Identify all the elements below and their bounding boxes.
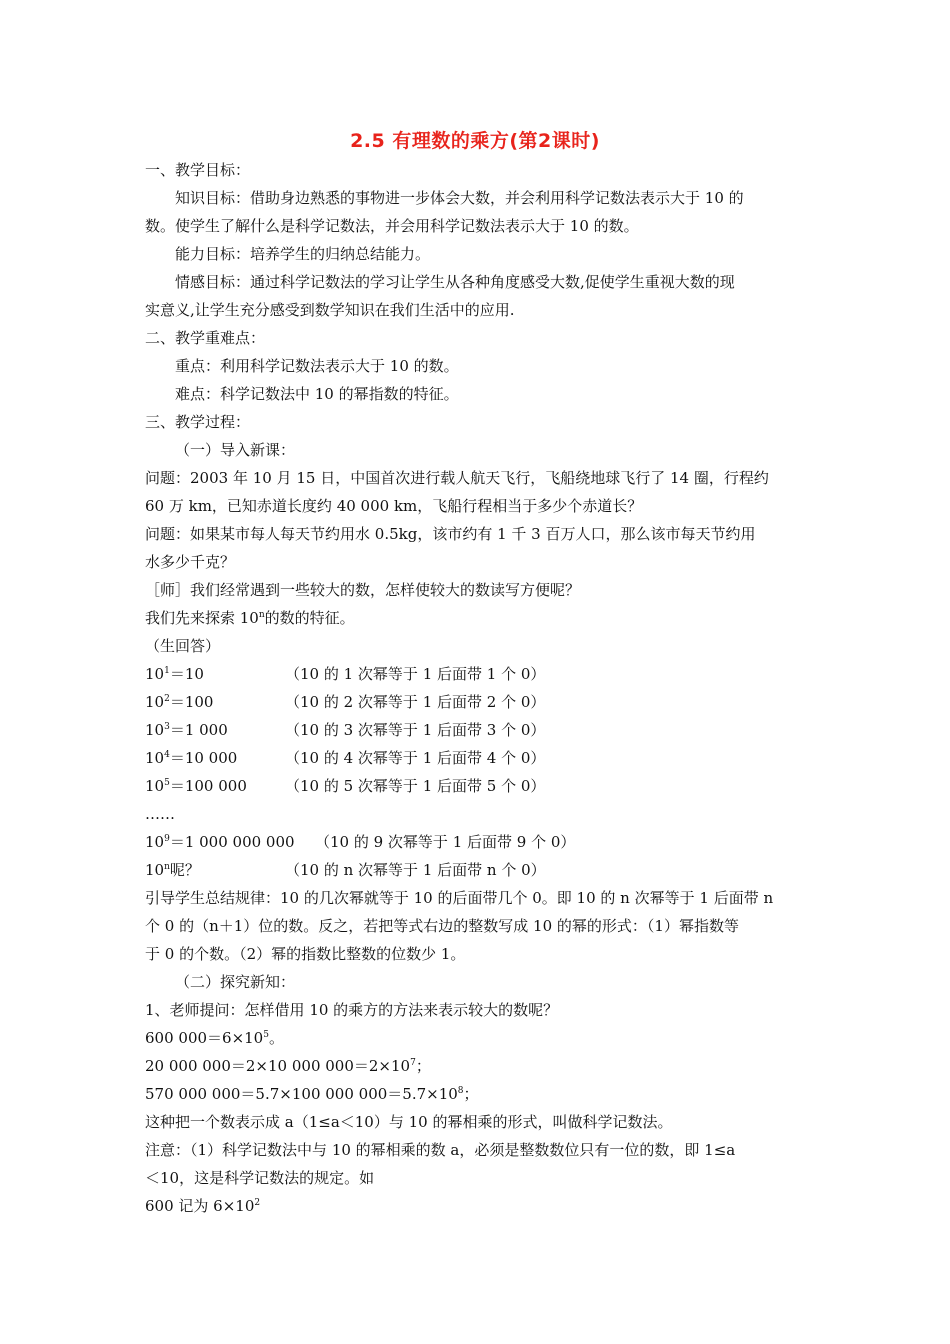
note-1-cont: ＜10，这是科学记数法的规定。如 xyxy=(145,1169,375,1187)
example-3: 570 000 000＝5.7×100 000 $000=5.7\times 10^8$； xyxy=(145,1085,479,1103)
question-1: 问题：2003 年 10 月 15 日，中国首次进行载人航天飞行，飞船绕地球飞行了 14 圈，行程约 xyxy=(145,469,769,487)
section-heading-process: 三、教学过程： xyxy=(145,413,251,431)
power-note: （10 的 n 次幂等于 1 后面带 n 个 0） xyxy=(285,861,546,879)
power-equation: $10^1=10$ xyxy=(145,665,204,683)
page-title: 2.5 有理数的乘方(第2课时) xyxy=(350,130,600,152)
explore-pre: 我们先来探索 10 xyxy=(145,609,259,627)
difficult-point: 难点：科学记数法中 10 的幂指数的特征。 xyxy=(175,385,459,403)
section-heading-key-points: 二、教学重难点： xyxy=(145,329,266,347)
ellipsis: …… xyxy=(145,805,175,823)
student-answer-label: （生回答） xyxy=(145,637,221,655)
example-1: 600 $000=6\times 10^5$。 xyxy=(145,1029,284,1047)
knowledge-objective: 知识目标：借助身边熟悉的事物进一步体会大数，并会利用科学记数法表示大于 10 的 xyxy=(175,189,744,207)
power-note: （10 的 1 次幂等于 1 后面带 1 个 0） xyxy=(285,665,546,683)
question-1-cont: 60 万 km，已知赤道长度约 40 000 km，飞船行程相当于多少个赤道长？ xyxy=(145,497,643,515)
power-row-9 xyxy=(145,828,810,856)
rule-line-1: 引导学生总结规律：10 的几次幂就等于 10 的后面带几个 0。即 10 的 n 次幂等于 1 后面带 n xyxy=(145,889,774,907)
section-heading-objectives: 一、教学目标： xyxy=(145,161,251,179)
power-note: （10 的 2 次幂等于 1 后面带 2 个 0） xyxy=(285,693,546,711)
ability-objective: 能力目标：培养学生的归纳总结能力。 xyxy=(175,245,431,263)
power-note: （10 的 4 次幂等于 1 后面带 4 个 0） xyxy=(285,749,546,767)
subsection-explore: （二）探究新知： xyxy=(175,973,296,991)
explore-line xyxy=(145,604,810,632)
subsection-intro: （一）导入新课： xyxy=(175,441,296,459)
power-note: （10 的 5 次幂等于 1 后面带 5 个 0） xyxy=(285,777,546,795)
definition: 这种把一个数表示成 a（1≤a＜10）与 10 的幂相乘的形式，叫做科学记数法。 xyxy=(145,1113,673,1131)
example-4: 600 记为 $6\times 10^2$ xyxy=(145,1197,261,1215)
emotion-objective: 情感目标：通过科学记数法的学习让学生从各种角度感受大数,促使学生重视大数的现 xyxy=(175,273,735,291)
power-row xyxy=(145,660,810,688)
document-body xyxy=(145,156,810,1220)
power-equation: $10^4=10$ 000 xyxy=(145,749,238,767)
power-row xyxy=(145,688,810,716)
example-2: 20 000 000＝2×10 000 $000=2\times 10^7$； xyxy=(145,1057,431,1075)
power-equation: $10^3=1$ 000 xyxy=(145,721,228,739)
power-equation: $10^9=1$ 000 000 000 xyxy=(145,833,295,851)
question-2-cont: 水多少千克？ xyxy=(145,553,236,571)
key-point: 重点：利用科学记数法表示大于 10 的数。 xyxy=(175,357,459,375)
power-row-n xyxy=(145,856,810,884)
explore-exponent: n xyxy=(258,610,265,620)
note-1: 注意：（1）科学记数法中与 10 的幂相乘的数 a，必须是整数数位只有一位的数，即 1≤a xyxy=(145,1141,736,1159)
power-row xyxy=(145,772,810,800)
power-row xyxy=(145,744,810,772)
emotion-objective-cont: 实意义,让学生充分感受到数学知识在我们生活中的应用. xyxy=(145,301,515,319)
power-equation: 10$^n$呢？ xyxy=(145,861,200,879)
question-2: 问题：如果某市每人每天节约用水 0.5kg，该市约有 1 千 3 百万人口，那么该市每天节约用 xyxy=(145,525,756,543)
power-note: （10 的 3 次幂等于 1 后面带 3 个 0） xyxy=(285,721,546,739)
teacher-prompt: ［师］我们经常遇到一些较大的数，怎样使较大的数读写方便呢？ xyxy=(145,581,581,599)
item-1: 1、老师提问：怎样借用 10 的乘方的方法来表示较大的数呢？ xyxy=(145,1001,559,1019)
power-equation: $10^5=100$ 000 xyxy=(145,777,247,795)
rule-line-2: 个 0 的（n＋1）位的数。反之，若把等式右边的整数写成 10 的幂的形式：（1）幂指数等 xyxy=(145,917,739,935)
power-row xyxy=(145,716,810,744)
power-equation: $10^2=100$ xyxy=(145,693,214,711)
rule-line-3: 于 0 的个数。（2）幂的指数比整数的位数少 1。 xyxy=(145,945,466,963)
knowledge-objective-cont: 数。使学生了解什么是科学记数法，并会用科学记数法表示大于 10 的数。 xyxy=(145,217,639,235)
power-note: （10 的 9 次幂等于 1 后面带 9 个 0） xyxy=(315,833,576,851)
explore-post: 的数的特征。 xyxy=(264,609,355,627)
